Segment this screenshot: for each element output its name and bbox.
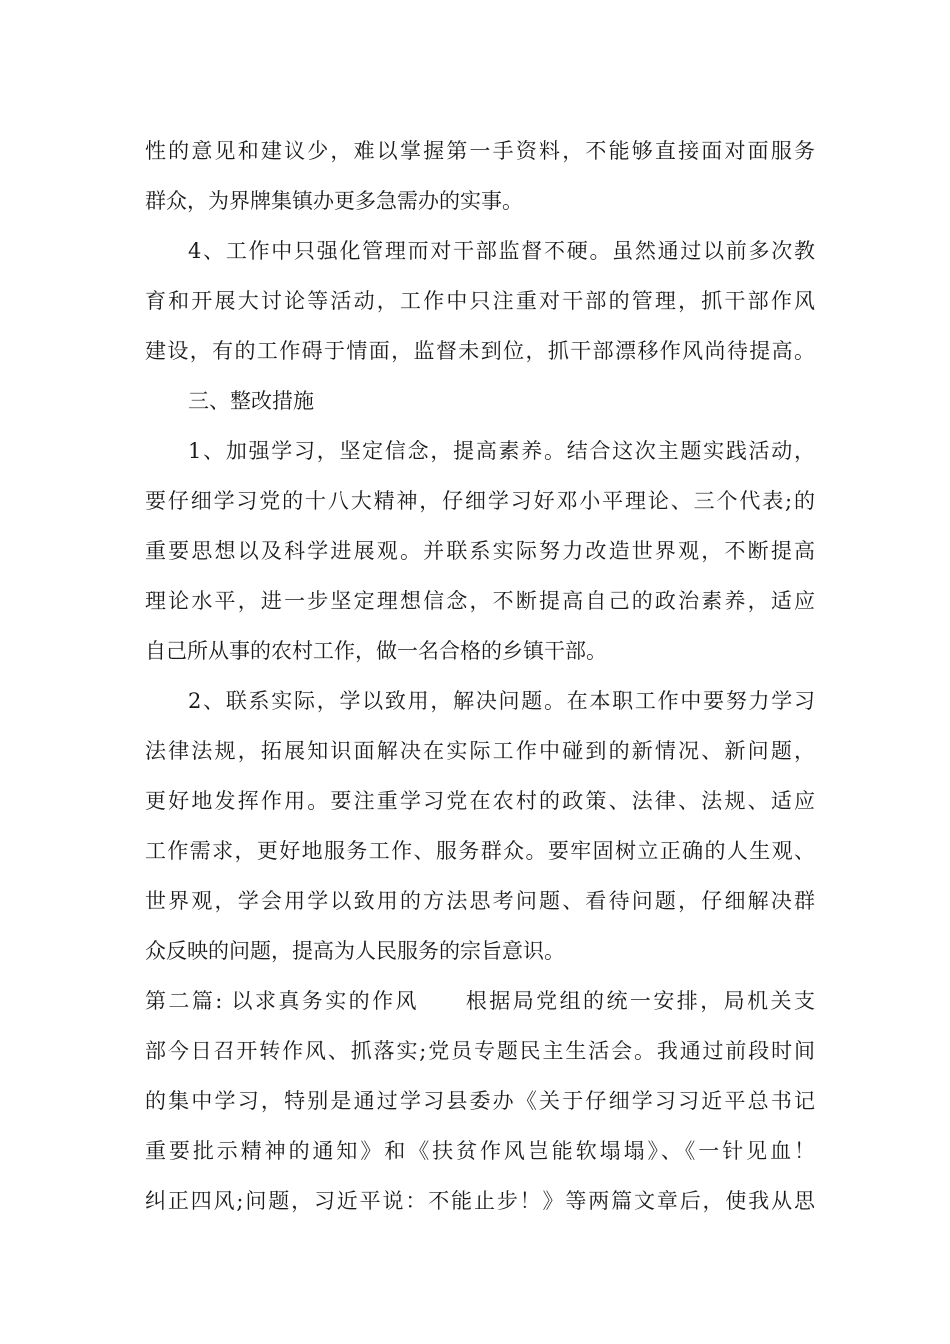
text-line: 群众，为界牌集镇办更多急需办的实事。 — [145, 189, 523, 213]
text-line: 1、加强学习，坚定信念，提高素养。结合这次主题实践活动， — [188, 439, 815, 463]
text-line: 的集中学习，特别是通过学习县委办《关于仔细学习习近平总书记 — [145, 1089, 815, 1113]
text-line: 建设，有的工作碍于情面，监督未到位，抓干部漂移作风尚待提高。 — [145, 339, 815, 363]
text-line: 2、联系实际，学以致用，解决问题。在本职工作中要努力学习 — [188, 689, 815, 713]
text-line: 自己所从事的农村工作，做一名合格的乡镇干部。 — [145, 639, 607, 663]
text-line: 育和开展大讨论等活动，工作中只注重对干部的管理，抓干部作风 — [145, 289, 815, 313]
text-line: 性的意见和建议少，难以掌握第一手资料，不能够直接面对面服务 — [145, 139, 815, 163]
text-line: 理论水平，进一步坚定理想信念，不断提高自己的政治素养，适应 — [145, 589, 815, 613]
text-line: 重要批示精神的通知》和《扶贫作风岂能软塌塌》、《一针见血！ — [145, 1139, 815, 1163]
text-line: 更好地发挥作用。要注重学习党在农村的政策、法律、法规、适应 — [145, 789, 815, 813]
text-line: 部今日召开转作风、抓落实;党员专题民主生活会。我通过前段时间 — [145, 1039, 815, 1063]
text-line: 法律法规，拓展知识面解决在实际工作中碰到的新情况、新问题， — [145, 739, 815, 763]
text-line: 众反映的问题，提高为人民服务的宗旨意识。 — [145, 939, 565, 963]
text-line: 工作需求，更好地服务工作、服务群众。要牢固树立正确的人生观、 — [145, 839, 815, 863]
text-line: 世界观，学会用学以致用的方法思考问题、看待问题，仔细解决群 — [145, 889, 815, 913]
text-line: 纠正四风;问题，习近平说：不能止步！》等两篇文章后，使我从思 — [145, 1189, 815, 1213]
text-line: 第二篇: 以求真务实的作风 根据局党组的统一安排，局机关支 — [145, 989, 815, 1013]
section-heading: 三、整改措施 — [188, 389, 314, 413]
text-line: 重要思想以及科学进展观。并联系实际努力改造世界观，不断提高 — [145, 539, 815, 563]
text-line: 要仔细学习党的十八大精神，仔细学习好邓小平理论、三个代表;的 — [145, 489, 815, 513]
text-line: 4、工作中只强化管理而对干部监督不硬。虽然通过以前多次教 — [188, 239, 815, 263]
